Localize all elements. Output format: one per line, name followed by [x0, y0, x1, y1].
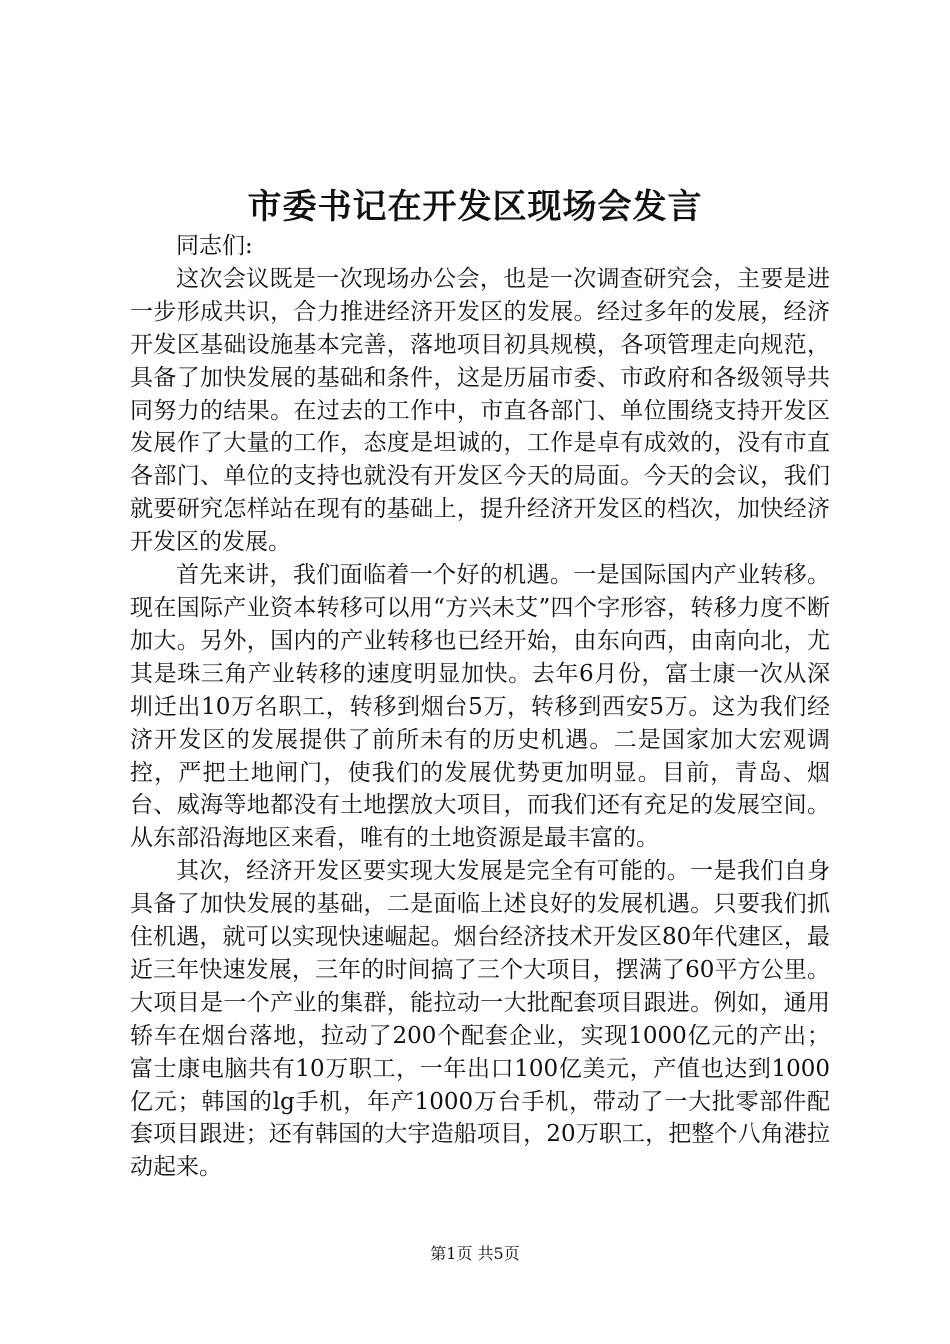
paragraph-3: 其次，经济开发区要实现大发展是完全有可能的。一是我们自身具备了加快发展的基础，二是面临上述良好的发展机遇。只要我们抓住机遇，就可以实现快速崛起。烟台经济技术开发区80年代建区，最近三年快速发展，三年的时间搞了三个大项目，摆满了60平方公里。大项目是一个产业的集群，能拉动一大批配套项目跟进。例如，通用轿车在烟台落地，拉动了200个配套企业，实现1000亿元的产出；富士康电脑共有10万职工，一年出口100亿美元，产值也达到1000亿元；韩国的lg手机，年产1000万台手机，带动了一大批零部件配套项目跟进；还有韩国的大宇造船项目，20万职工，把整个八角港拉动起来。: [130, 858, 830, 1181]
paragraph-2: 首先来讲，我们面临着一个好的机遇。一是国际国内产业转移。现在国际产业资本转移可以用“方兴未艾”四个字形容，转移力度不断加大。另外，国内的产业转移也已经开始，由东向西，由南向北，尤其是珠三角产业转移的速度明显加快。去年6月份，富士康一次从深圳迁出10万名职工，转移到烟台5万，转移到西安5万。这为我们经济开发区的发展提供了前所未有的历史机遇。二是国家加大宏观调控，严把土地闸门，使我们的发展优势更加明显。目前，青岛、烟台、威海等地都没有土地摆放大项目，而我们还有充足的发展空间。从东部沿海地区来看，唯有的土地资源是最丰富的。: [130, 562, 830, 852]
paragraph-1: 这次会议既是一次现场办公会，也是一次调查研究会，主要是进一步形成共识，合力推进经济开发区的发展。经过多年的发展，经济开发区基础设施基本完善，落地项目初具规模，各项管理走向规范，具备了加快发展的基础和条件，这是历届市委、市政府和各级领导共同努力的结果。在过去的工作中，市直各部门、单位围绕支持开发区发展作了大量的工作，态度是坦诚的，工作是卓有成效的，没有市直各部门、单位的支持也就没有开发区今天的局面。今天的会议，我们就要研究怎样站在现有的基础上，提升经济开发区的档次，加快经济开发区的发展。: [130, 265, 830, 556]
salutation: 同志们:: [176, 233, 253, 259]
document-body: [130, 230, 830, 1184]
page-footer: 第1页 共5页: [430, 1244, 520, 1263]
page-title: 市委书记在开发区现场会发言: [247, 187, 703, 227]
